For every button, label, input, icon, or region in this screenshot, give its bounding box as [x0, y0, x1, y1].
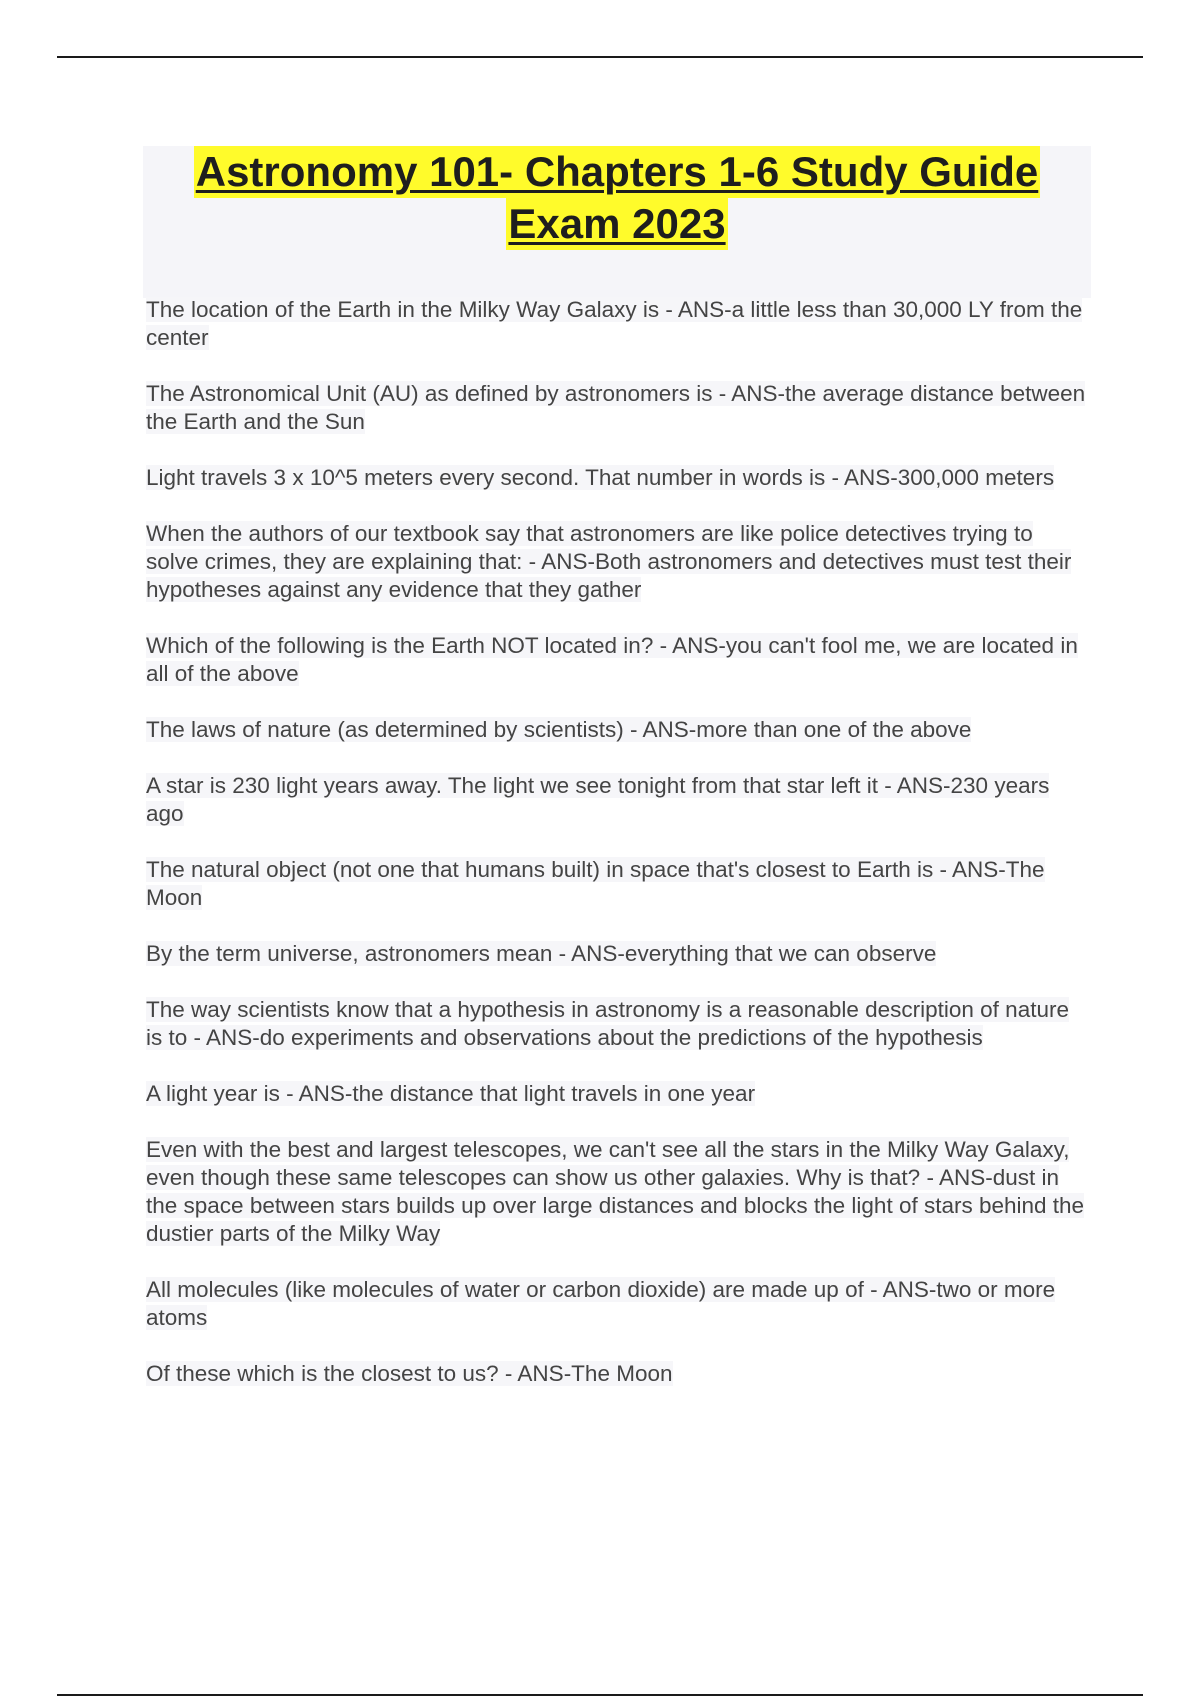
qa-list [146, 296, 1086, 1416]
qa-item: A light year is - ANS-the distance that light travels in one year [146, 1081, 756, 1106]
qa-item: The laws of nature (as determined by scientists) - ANS-more than one of the above [146, 717, 972, 742]
bottom-rule [57, 1694, 1143, 1696]
qa-item: Which of the following is the Earth NOT located in? - ANS-you can't fool me, we are located in all of the above [146, 633, 1078, 686]
top-rule [57, 56, 1143, 58]
qa-item: Of these which is the closest to us? - ANS-The Moon [146, 1361, 673, 1386]
qa-item: Even with the best and largest telescopes, we can't see all the stars in the Milky Way Galaxy, even though these same telescopes can show us other galaxies. Why is that? - ANS-dust in the space between stars builds up over large distances and blocks the light of stars behind the dustier parts of the Milky Way [146, 1137, 1085, 1246]
qa-item: By the term universe, astronomers mean - ANS-everything that we can observe [146, 941, 937, 966]
qa-item: The Astronomical Unit (AU) as defined by astronomers is - ANS-the average distance between the Earth and the Sun [146, 381, 1086, 434]
qa-item: When the authors of our textbook say that astronomers are like police detectives trying to solve crimes, they are explaining that: - ANS-Both astronomers and detectives must test their hypotheses against any evidence that they gather [146, 521, 1072, 602]
title-line-1: Astronomy 101- Chapters 1-6 Study Guide [194, 146, 1041, 198]
qa-item: The natural object (not one that humans built) in space that's closest to Earth is - ANS-The Moon [146, 857, 1045, 910]
document-title [143, 146, 1091, 250]
title-line-2: Exam 2023 [506, 198, 727, 250]
qa-item: The location of the Earth in the Milky Way Galaxy is - ANS-a little less than 30,000 LY from the center [146, 297, 1083, 350]
qa-item: A star is 230 light years away. The light we see tonight from that star left it - ANS-230 years ago [146, 773, 1050, 826]
qa-item: Light travels 3 x 10^5 meters every second. That number in words is - ANS-300,000 meters [146, 465, 1055, 490]
qa-item: All molecules (like molecules of water or carbon dioxide) are made up of - ANS-two or more atoms [146, 1277, 1056, 1330]
title-block [143, 146, 1091, 298]
qa-item: The way scientists know that a hypothesis in astronomy is a reasonable description of nature is to - ANS-do experiments and observations about the predictions of the hypothesis [146, 997, 1069, 1050]
